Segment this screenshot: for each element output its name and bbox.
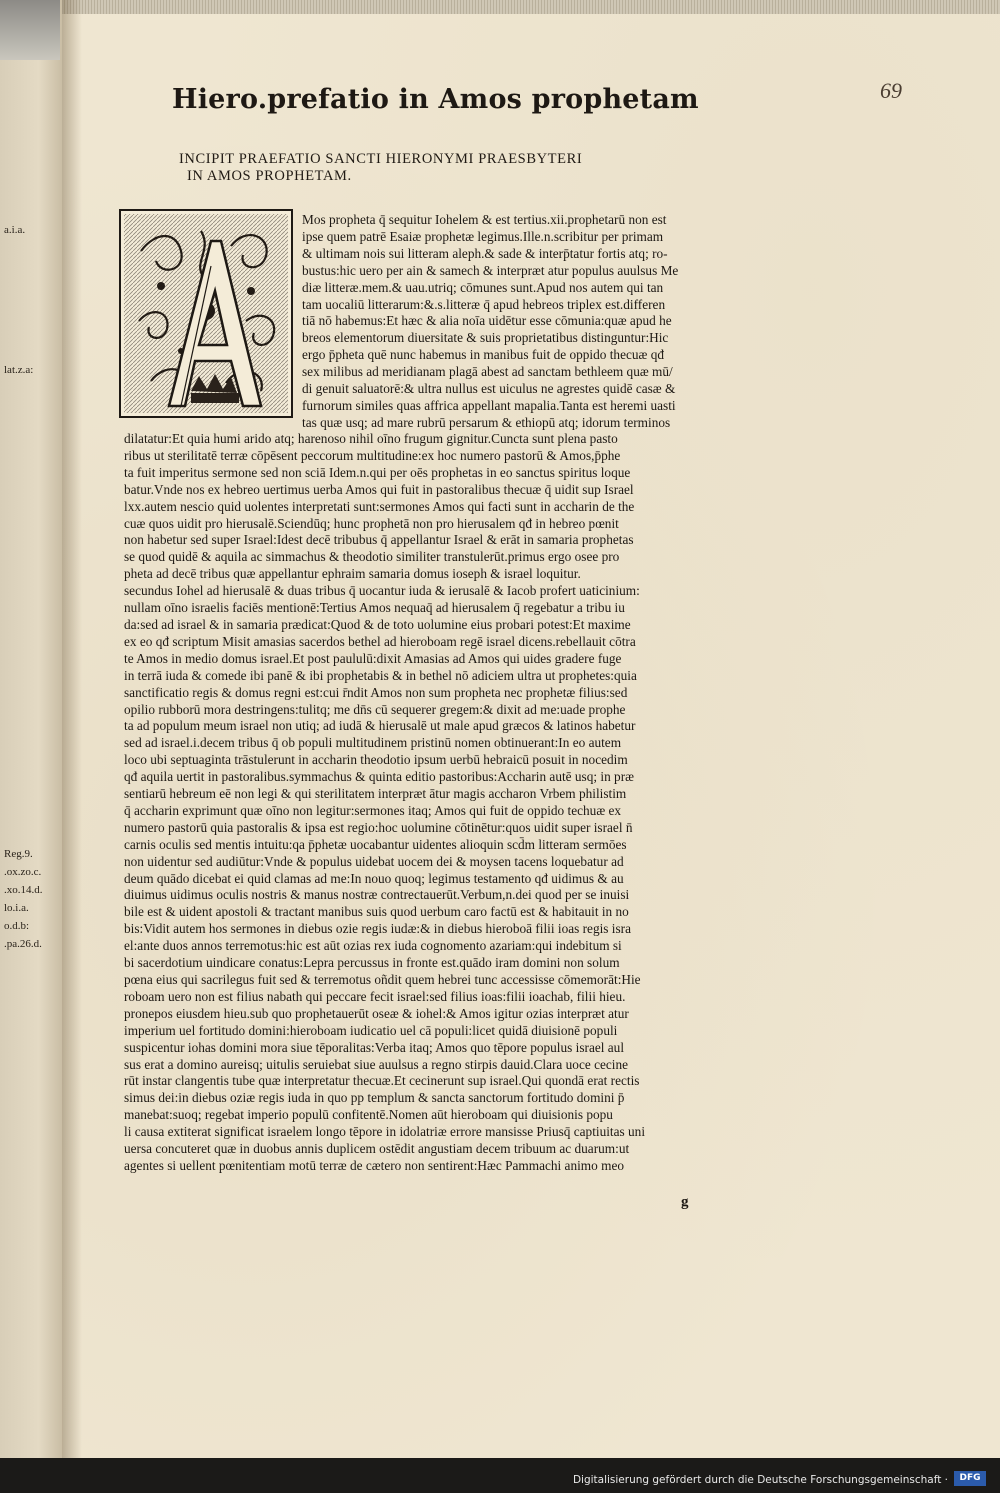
footer-credit: Digitalisierung gefördert durch die Deutsche Forschungsgemeinschaft · [572,1474,948,1486]
text-line: sentiarū hebreum eē non legi & qui sterilitatem interpræt ātur magis accharon Vrbem philistim [124,786,627,802]
text-line: tiā nō habemus:Et hæc & alia noīa uidētur esse cōmunia:quæ apud he [302,313,672,329]
book-edge [0,0,60,60]
text-line: agentes si uellent pœnitentiam motū terræ de cætero non sentirent:Hæc Pammachi animo meo [124,1157,624,1173]
text-line: qđ aquila uertit in pastoralibus.symmachus & quinta editio pastoribus:Accharin autē usq; in præ [124,769,634,785]
text-line: tas quæ usq; ad mare rubrū persarum & ethiopū atq; idorum terminos [302,414,671,430]
text-line: lxx.autem nescio quid uolentes interpretati sunt:sermones Amos qui facti sunt in accharin de the [124,498,635,514]
body-text-beside-initial [302,212,764,432]
text-line: bile est & uident apostoli & tractant manibus suis quod uerbum caro factū est & habitauit in no [124,904,629,920]
page-block-top [62,0,1000,14]
margin-note: .pa.26.d. [4,938,42,950]
text-line: batur.Vnde nos ex hebreo uertimus uerba Amos qui fuit in pastoralibus thecuæ q̄ uidit sup Israel [124,481,634,497]
text-line: deum quādo dicebat ei quid clamas ad me:In nouo quoq; legimus testamento qđ uidimus & au [124,870,624,886]
margin-note: o.d.b: [4,920,30,932]
text-line: numero pastorū quia pastoralis & ipsa est regio:hoc uolumine cōtinētur:quos uidit super israel n̄ [124,819,633,835]
text-line: furnorum similes quas affrica appellant mapalia.Tanta est heremi uasti [302,397,676,413]
text-line: carnis oculis sed mentis intuitu:qa p̄phetæ uocabantur uidentes alioquin scd̄m litteram sermōes [124,836,627,852]
text-line: & ultimam nois sui litteram aleph.& sade & interp̄tatur fortis atq; ro- [302,245,668,261]
text-line: se quod quidē & aquila ac simmachus & theodotio similiter transtulerūt.primus ergo osee pro [124,549,620,565]
margin-note: Reg.9. [4,848,33,860]
woodcut-ornament-icon [121,211,291,416]
text-line: ergo p̄pheta quē nunc habemus in manibus fuit de oppido thecuæ qđ [302,347,665,363]
margin-note: a.i.a. [4,224,26,236]
text-line: sus erat a domino aureisq; uitulis seruiebat siue auulsus a regno stirpis dauid.Clara uoce cecine [124,1056,629,1072]
signature-mark: g [681,1194,689,1210]
text-line: Mos propheta q̄ sequitur Iohelem & est tertius.xii.prophetarū non est [302,212,667,227]
text-line: li causa extiterat significat israelem longo tēpore in idolatriæ errore mansisse Priusq̄ captiuitas uni [124,1124,646,1140]
facing-page-edge [0,0,64,1460]
chapter-title [179,151,739,185]
text-line: manebat:suoq; regebat imperio populū confitentē.Nomen aūt hieroboam qui diuisionis popu [124,1107,613,1123]
folio-number: 69 [880,78,902,103]
text-line: simus dei:in diebus oziæ regis iuda in quo pp templum & sancta sanctorum fortitudo domini p̄ [124,1090,625,1106]
text-line: in terrā iuda & comede ibi panē & ibi prophetabis & in bethel nō adiciem ultra ut prophetes:quia [124,667,637,683]
text-line: diæ litteræ.mem.& uau.utriq; cōmunes sunt.Apud nos autem qui tan [302,279,664,295]
text-line: rūt instar clangentis tube quæ interpretatur thecuæ.Et cecinerunt sup israel.Qui quondā erat rectis [124,1073,640,1089]
body-text-main [124,431,766,1175]
margin-note: .ox.zo.c. [4,866,42,878]
text-line: non uidentur sed audiūtur:Vnde & populus uidebat uocem dei & moysen tacens loquebatur ad [124,853,624,869]
text-line: imperium uel fortitudo domini:hieroboam iudicatio uel cā populi:licet quidā diuisionē populi [124,1022,618,1038]
margin-note: lat.z.a: [4,364,34,376]
text-line: pronepos eiusdem hieu.sub quo prophetauerūt oseæ & iohel:& Amos igitur ozias interpræt atur [124,1005,629,1021]
text-line: ribus ut sterilitatē terræ cōpēsent peccorum multitudine:ex hoc numero pastorū & Amos,p̄phe [124,447,621,463]
text-line: el:ante duos annos terremotus:hic est aūt ozias rex iuda cognomento azariam:qui indebitum si [124,938,622,954]
text-line: ta ad populum meum israel non utiq; ad iudā & hierusalē ut male apud græcos & latinos habetur [124,718,636,734]
text-line: breos elementorum diuersitate & suis proprietatibus distinguntur:Hic [302,330,669,346]
text-line: sex milibus ad meridianam plagā abest ad sanctam bethleem quæ mū/ [302,364,673,380]
text-line: ex eo qđ scriptum Misit amasias sacerdos bethel ad hieroboam regē israel dicens.rebellauit cōtra [124,633,636,649]
decorated-initial-a [119,209,293,418]
text-line: diuimus uidimus oculis nostris & manus nostræ contrectauerūt.Verbum,n.dei quod per se inuisi [124,887,630,903]
dfg-logo: DFG [954,1471,986,1486]
running-head: Hiero.prefatio in Amos prophetam [172,84,699,115]
title-line: IN AMOS PROPHETAM. [187,168,352,184]
text-line: q̄ accharin exprimunt quæ oīno non legitur:sermones itaq; Amos qui fuit de oppido techuæ ex [124,802,622,818]
page-gutter-shadow [62,0,82,1458]
text-line: ipse quem patrē Esaiæ prophetæ legimus.Ille.n.scribitur per primam [302,228,664,244]
text-line: secundus Iohel ad hierusalē & duas tribus q̄ uocantur iuda & ierusalē & Iacob profert uaticinium: [124,583,640,599]
text-line: suspicentur iohas domini mora siue tēporalitas:Verba itaq; Amos quo tēpore populus israel aul [124,1039,625,1055]
text-line: bustus:hic uero per ain & samech & interpræt atur populus auulsus Me [302,262,679,278]
text-line: sed ad israel.i.decem tribus q̄ ob populi multitudinem pristinū nomen obtinuerant:In eo autem [124,735,622,751]
text-line: opilio rubborū mora destringens:tulitq; me dn̄s cū sequerer gregem:& dixit ad me:uade prophe [124,701,626,717]
text-line: nullam oīno israelis faciēs mentionē:Tertius Amos nequaq̄ ad hierusalem q̄ regebatur a tribu iu [124,600,625,616]
text-line: dilatatur:Et quia humi arido atq; harenoso nihil oīno frugum gignitur.Cuncta sunt plena pasto [124,431,618,446]
text-line: di genuit saluatorē:& ultra nullus est uiculus ne agrestes quidē casæ & [302,381,676,397]
text-line: te Amos in medio domus israel.Et post paululū:dixit Amasias ad Amos qui uides gradere fuge [124,650,622,666]
text-line: ta fuit imperitus sermone sed non sciā Idem.n.qui per oēs prophetas in eo sanctus spiritus loque [124,464,631,480]
text-line: da:sed ad israel & in samaria prædicat:Quod & de toto uolumine eius probari potest:Et maxime [124,616,631,632]
text-line: tam uocaliū litterarum:&.s.litteræ q̄ apud hebreos triplex est.differen [302,296,666,312]
text-line: pœna eius qui sacrilegus fuit sed & terremotus oñdit quem hebrei tunc accessisse cōmemorāt:Hie [124,972,641,987]
text-line: bi sacerdotium uindicare conatus:Lepra percussus in fronte est.quādo iram domini non solum [124,955,620,971]
text-line: non habetur sed super Israel:Idest decē tribubus q̄ appellantur Israel & erāt in samaria prophetas [124,532,634,548]
text-line: sanctificatio regis & domus regni est:cui r̄ndit Amos non sum propheta nec prophetæ filius:sed [124,684,628,700]
text-line: pheta ad decē tribus quæ appellantur ephraim samaria domus ioseph & israel loquitur. [124,566,581,582]
text-line: bis:Vidit autem hos sermones in diebus ozie regis iudæ:& in diebus hieroboā filii ioas regis isra [124,921,631,937]
margin-note: .xo.14.d. [4,884,43,896]
margin-note: lo.i.a. [4,902,29,914]
text-line: uersa concuteret quæ in duobus annis duplicem ostēdit angustiam decem tribuum ac duarum:ut [124,1141,630,1157]
text-line: cuæ quos uidit pro hierusalē.Sciendūq; hunc prophetā non pro hierusalem qđ in hebreo pœnit [124,515,619,531]
text-line: roboam uero non est filius nabath qui peccare fecit israel:sed filius ioas:filii ioachab, filii hieu. [124,988,626,1004]
title-line: INCIPIT PRAEFATIO SANCTI HIERONYMI PRAESBYTERI [179,151,583,167]
text-line: loco ubi septuaginta trāstulerunt in accharin theodotio ipsum uerbū hebraicū posuit in nocedim [124,752,628,768]
